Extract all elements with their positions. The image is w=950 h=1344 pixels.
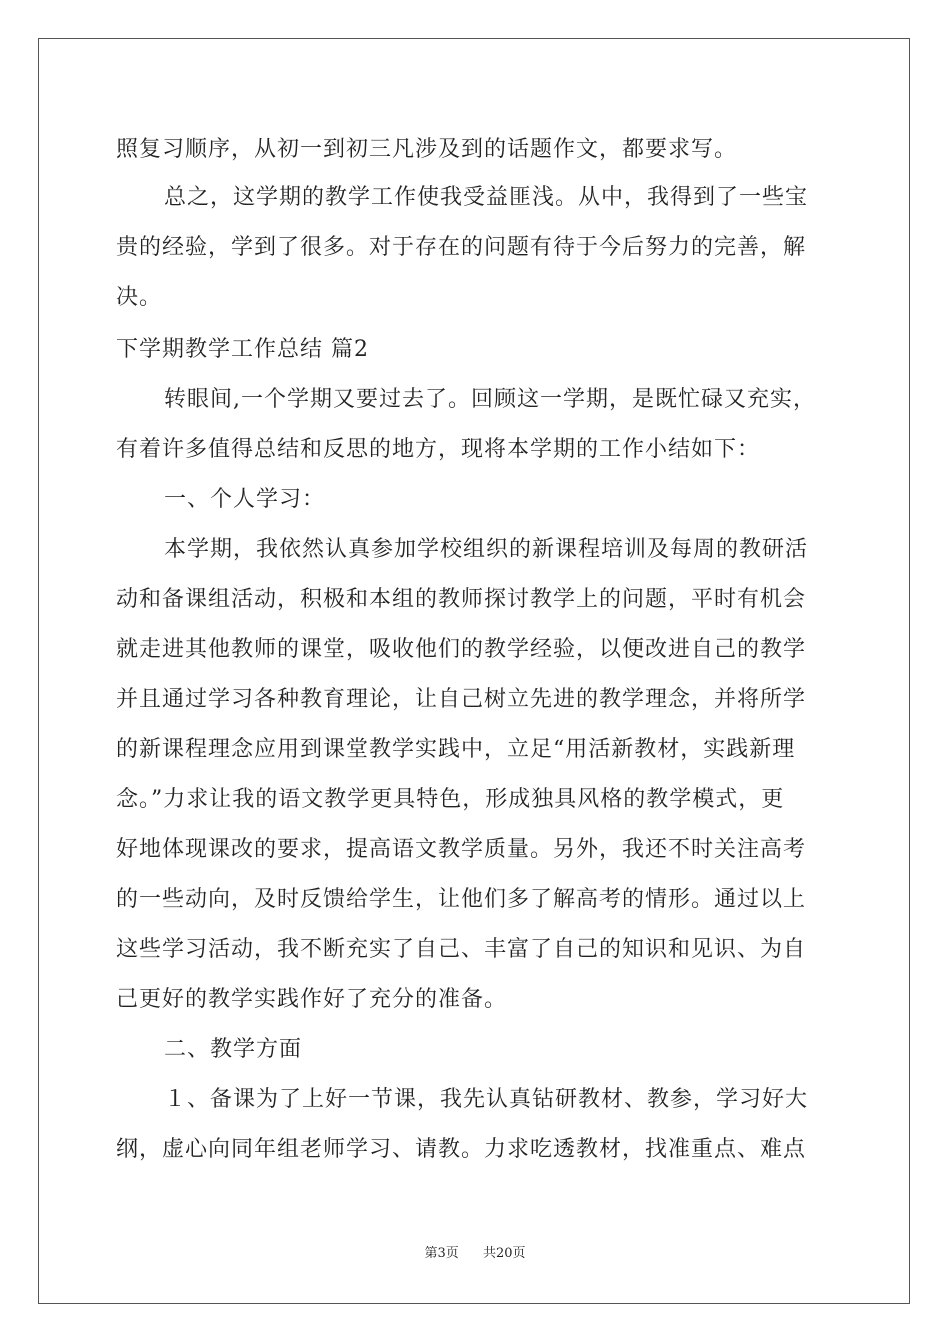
text-line: 这些学习活动，我不断充实了自己、丰富了自己的知识和见识、为自 [116,937,807,962]
subsection-heading: 一、个人学习： [164,487,326,512]
section-heading: 下学期教学工作总结 篇2 [116,337,369,362]
text-line: 照复习顺序，从初一到初三凡涉及到的话题作文，都要求写。 [116,137,738,162]
text-line: １、备课为了上好一节课，我先认真钻研教材、教参，学习好大 [164,1087,809,1112]
text-line: 的一些动向，及时反馈给学生，让他们多了解高考的情形。通过以上 [116,887,807,912]
subsection-heading: 二、教学方面 [164,1037,303,1062]
text-line: 念。”力求让我的语文教学更具特色，形成独具风格的教学模式，更 [116,787,785,812]
page-footer [0,1242,950,1261]
text-line: 总之，这学期的教学工作使我受益匪浅。从中，我得到了一些宝 [164,185,809,210]
text-line: 好地体现课改的要求，提高语文教学质量。另外，我还不时关注高考 [116,837,807,862]
page-total: 共20页 [483,1246,526,1261]
text-line: 决。 [116,285,163,310]
page-number: 第3页 [424,1246,459,1261]
text-line: 的新课程理念应用到课堂教学实践中，立足“用活新教材，实践新理 [116,737,796,762]
text-line: 就走进其他教师的课堂，吸收他们的教学经验，以便改进自己的教学 [116,637,807,662]
text-line: 动和备课组活动，积极和本组的教师探讨教学上的问题，平时有机会 [116,587,807,612]
text-line: 有着许多值得总结和反思的地方，现将本学期的工作小结如下： [116,437,761,462]
text-line: 转眼间,一个学期又要过去了。回顾这一学期，是既忙碌又充实， [164,387,816,412]
text-line: 贵的经验，学到了很多。对于存在的问题有待于今后努力的完善，解 [116,235,807,260]
text-line: 己更好的教学实践作好了充分的准备。 [116,987,508,1012]
page-border [38,38,910,1304]
text-line: 本学期，我依然认真参加学校组织的新课程培训及每周的教研活 [164,537,809,562]
text-line: 并且通过学习各种教育理论，让自己树立先进的教学理念，并将所学 [116,687,807,712]
text-line: 纲，虚心向同年组老师学习、请教。力求吃透教材，找准重点、难点 [116,1137,807,1162]
